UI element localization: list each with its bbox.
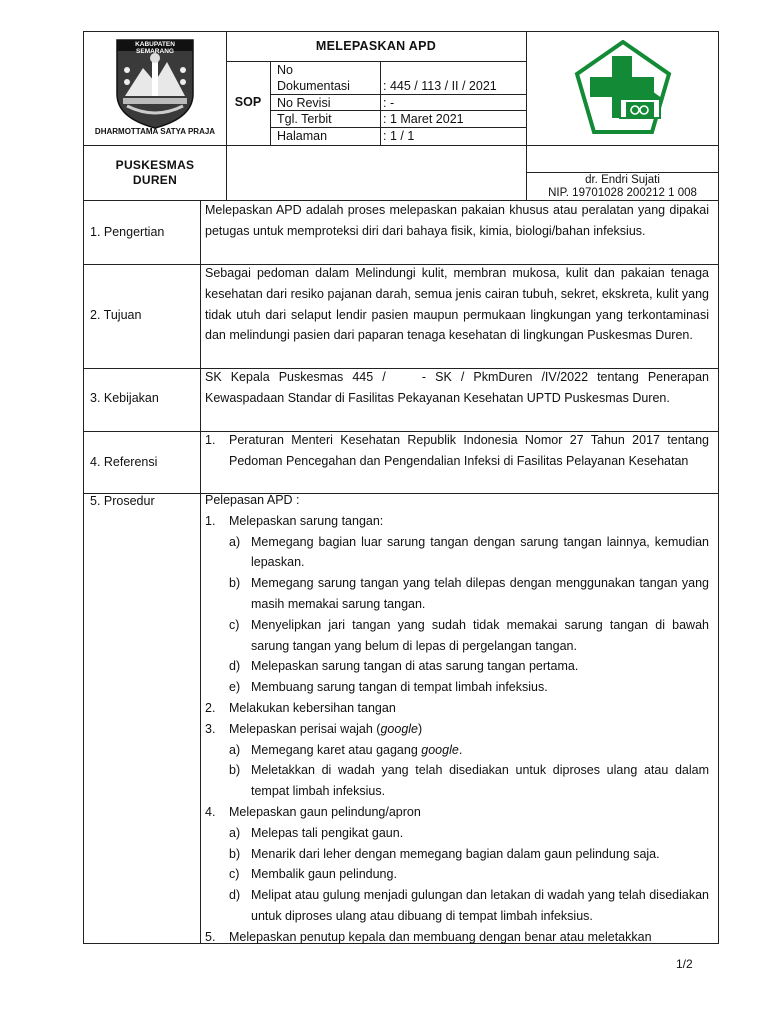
field-value-halaman: : 1 / 1 (383, 129, 415, 143)
sub-marker: b) (229, 763, 241, 778)
sub-text-part: Memegang karet atau gagang (251, 742, 422, 757)
sub-text: Meletakkan di wadah yang telah disediakan untuk diproses ulang atau dalam tempat limbah infeksius. (251, 763, 709, 799)
prosedur-step-1e (205, 677, 709, 698)
sub-marker: e) (229, 680, 241, 695)
sub-marker: c) (229, 867, 240, 882)
regency-logo-caption-top: KABUPATEN SEMARANG (135, 41, 175, 55)
header-label-divider (380, 61, 381, 145)
puskesmas-label: PUSKESMAS (115, 158, 195, 172)
sub-text: Membalik gaun pelindung. (251, 867, 397, 882)
header-sop-divider (270, 61, 271, 145)
prosedur-step-1b (205, 573, 709, 615)
sub-marker: a) (229, 742, 241, 757)
prosedur-step-1c (205, 615, 709, 657)
label-referensi: 4. Referensi (90, 455, 158, 469)
puskesmas-name: DUREN (132, 173, 178, 187)
step-number: 5. (205, 929, 216, 944)
field-value-tgl-terbit: : 1 Maret 2021 (383, 112, 464, 126)
referensi-item (205, 430, 709, 472)
step-text: Melepaskan penutup kepala dan membuang dengan benar atau meletakkan (229, 929, 652, 944)
step-text (229, 719, 709, 740)
prosedur-step-3b (205, 760, 709, 802)
table-border-top (83, 31, 719, 32)
label-pengertian: 1. Pengertian (90, 225, 165, 239)
prosedur-step-3 (205, 719, 709, 740)
step-text: Melakukan kebersihan tangan (229, 700, 396, 715)
prosedur-step-2 (205, 698, 709, 719)
referensi-text: Peraturan Menteri Kesehatan Republik Indonesia Nomor 27 Tahun 2017 tentang Pedoman Pencegahan dan Pengendalian Infeksi di Fasilitas Pelayanan Kesehatan (229, 433, 709, 468)
sub-text: Menyelipkan jari tangan yang sudah tidak memakai sarung tangan di bawah sarung tangan yang belum di lepas di pergelangan tangan. (251, 617, 709, 653)
step-text-part: Melepaskan perisai wajah ( (229, 721, 381, 736)
field-value-no-revisi: : - (383, 96, 395, 110)
referensi-number: 1. (205, 433, 216, 447)
sub-text (251, 740, 709, 761)
step-number: 1. (205, 513, 216, 528)
sub-marker: b) (229, 846, 241, 861)
prosedur-step-1a (205, 532, 709, 574)
field-label-no-dokumentasi: No Dokumentasi (277, 63, 350, 93)
prosedur-step-4d (205, 885, 709, 927)
step-number: 2. (205, 700, 216, 715)
sub-text: Melipat atau gulung menjadi gulungan dan letakan di wadah yang telah disediakan untuk diproses ulang atau dibuang di tempat limbah infeksius. (251, 888, 709, 923)
prosedur-step-4a (205, 823, 709, 844)
text-referensi (205, 430, 709, 472)
regency-motto: DHARMOTTAMA SATYA PRAJA (94, 127, 216, 136)
sub-marker: d) (229, 659, 241, 674)
pengertian-paragraph: Melepaskan APD adalah proses melepaskan pakaian khusus atau peralatan yang dipakai petugas untuk memproteksi diri dari bahaya fisik, kimia, biologi/bahan infeksius. (205, 203, 709, 238)
sub-text: Menarik dari leher dengan memegang bagian dalam gaun pelindung saja. (251, 846, 660, 861)
signer-name: dr. Endri Sujati (585, 174, 660, 186)
sub-marker: b) (229, 576, 241, 591)
step-text-italic: google (380, 721, 419, 736)
kebijakan-paragraph: SK Kepala Puskesmas 445 / - SK / PkmDuren /IV/2022 tentang Penerapan Kewaspadaan Standar di Fasilitas Pekayanan Kesehatan UPTD Puskesmas Duren. (205, 370, 713, 405)
step-text-part: ) (418, 721, 423, 736)
puskesmas-logo (574, 40, 672, 136)
text-pengertian (205, 200, 709, 242)
field-label-halaman: Halaman (277, 129, 328, 143)
text-prosedur (205, 490, 709, 948)
step-text: Melepaskan sarung tangan: (229, 513, 384, 528)
body-divider-v (200, 200, 201, 944)
step-number: 3. (205, 721, 216, 736)
sub-marker: a) (229, 534, 241, 549)
prosedur-step-4 (205, 802, 709, 823)
field-label-tgl-terbit: Tgl. Terbit (277, 112, 332, 126)
sub-marker: d) (229, 888, 241, 903)
signer-nip: NIP. 19701028 200212 1 008 (548, 187, 697, 199)
text-kebijakan (205, 367, 713, 409)
field-value-no-dokumentasi: : 445 / 113 / II / 2021 (383, 79, 497, 93)
prosedur-step-3a (205, 740, 709, 761)
sub-marker: a) (229, 825, 241, 840)
sub-text-part: . (458, 742, 463, 757)
sub-text: Melepas tali pengikat gaun. (251, 825, 404, 840)
page-number: 1/2 (676, 957, 693, 971)
tujuan-paragraph: Sebagai pedoman dalam Melindungi kulit, membran mukosa, kulit dan pakaian tenaga kesehatan dari resiko pajanan darah, semua jenis cairan tubuh, sekret, ekskreta, kulit yang tidak utuh dari selaput lendir pasien maupun permukaan lingkungan yang terkontaminasi dan melindungi pasien dari paparan tenaga kesehatan di lingkungan Puskesmas Duren. (205, 266, 709, 343)
text-tujuan (205, 263, 709, 346)
header-divider-h1 (83, 145, 719, 146)
prosedur-step-5 (205, 927, 709, 948)
prosedur-step-1d (205, 656, 709, 677)
document-title: MELEPASKAN APD (315, 39, 437, 53)
header-divider-v1 (226, 31, 227, 201)
label-prosedur: 5. Prosedur (90, 494, 155, 508)
sop-label: SOP (234, 95, 262, 109)
sub-text-italic: google (421, 742, 459, 757)
step-text: Melepaskan gaun pelindung/apron (229, 804, 421, 819)
header-title-bottom (226, 61, 526, 62)
field-label-no-revisi: No Revisi (277, 96, 331, 110)
prosedur-step-1 (205, 511, 709, 532)
sub-marker: c) (229, 617, 240, 632)
sub-text: Memegang bagian luar sarung tangan dengan sarung tangan lainnya, kemudian lepaskan. (251, 534, 709, 570)
sub-text: Membuang sarung tangan di tempat limbah infeksius. (251, 680, 548, 695)
prosedur-intro: Pelepasan APD : (205, 493, 300, 507)
label-kebijakan: 3. Kebijakan (90, 391, 159, 405)
sub-text: Memegang sarung tangan yang telah dilepas dengan menggunakan tangan yang masih memakai sarung tangan. (251, 576, 709, 611)
prosedur-step-4c (205, 864, 709, 885)
step-number: 4. (205, 804, 216, 819)
label-tujuan: 2. Tujuan (90, 308, 142, 322)
prosedur-step-4b (205, 844, 709, 865)
sub-text: Melepaskan sarung tangan di atas sarung tangan pertama. (251, 659, 579, 674)
table-border-right (718, 31, 719, 944)
